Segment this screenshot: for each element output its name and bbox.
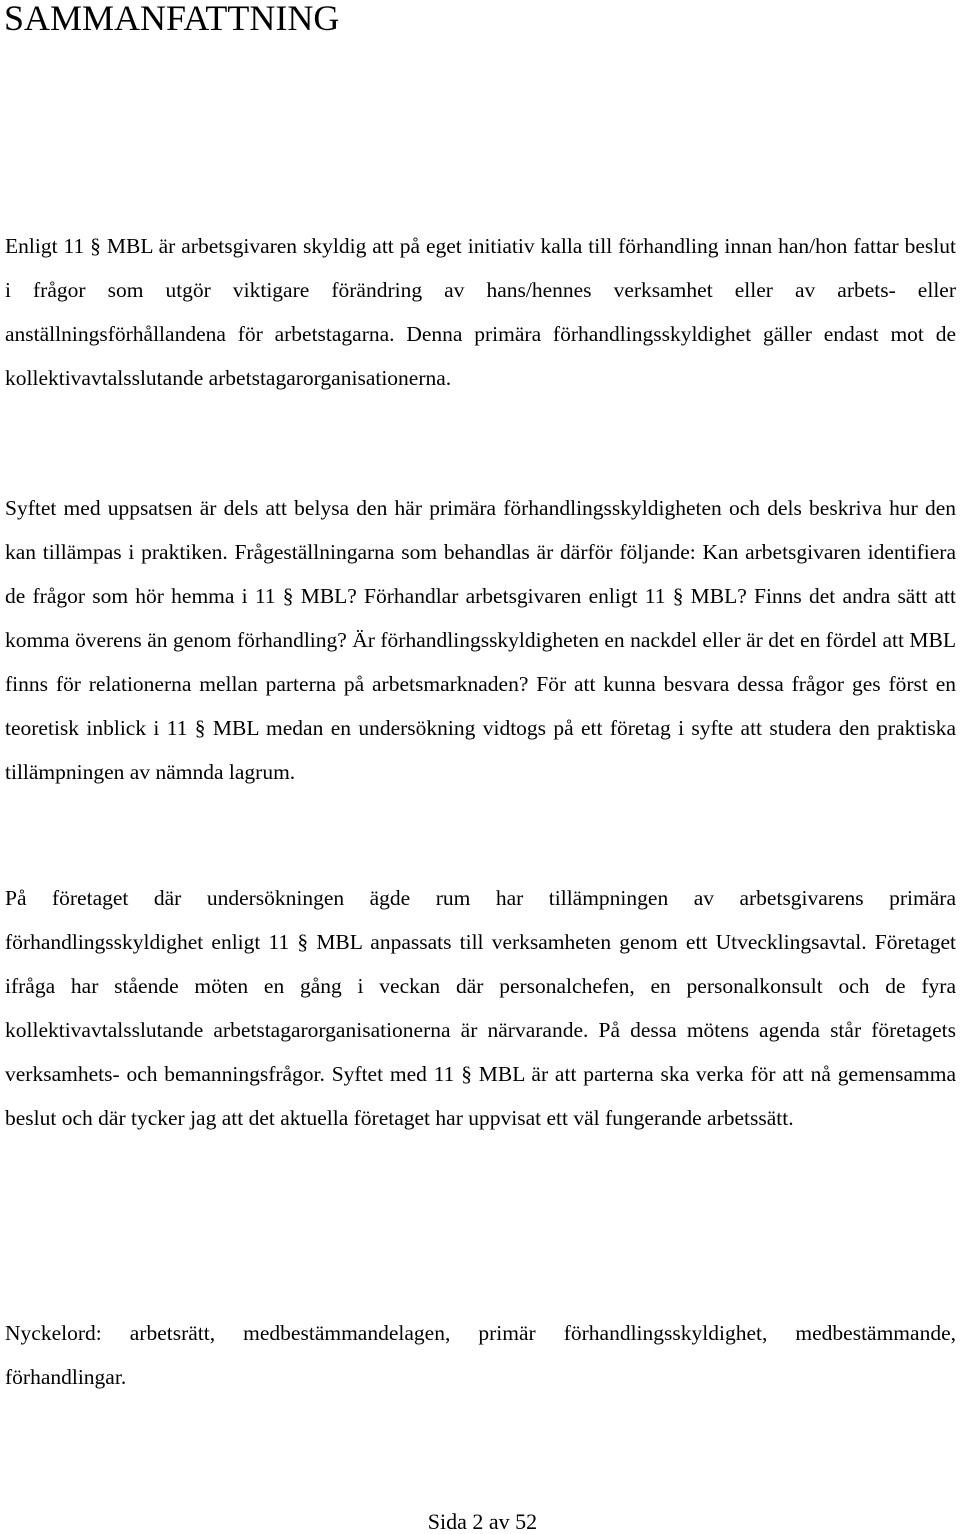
page-footer [0,1510,960,1534]
summary-paragraph-1: Enligt 11 § MBL är arbetsgivaren skyldig att på eget initiativ kalla till förhandling innan han/hon fattar beslut i frågor som utgör viktigare förändring av hans/hennes verksamhet eller av arbets- eller anställningsförhållandena för arbetstagarna. Denna primära förhandlingsskyldighet gäller endast mot de kollektivavtalsslutande arbetstagarorganisationerna. [5,234,956,390]
keywords-paragraph: Nyckelord: arbetsrätt, medbestämmandelagen, primär förhandlingsskyldighet, medbestämmande, förhandlingar. [5,1321,956,1389]
summary-paragraph-3: På företaget där undersökningen ägde rum har tillämpningen av arbetsgivarens primära förhandlingsskyldighet enligt 11 § MBL anpassats till verksamheten genom ett Utvecklingsavtal. Företaget ifråga har stående möten en gång i veckan där personalchefen, en personalkonsult och de fyra kollektivavtalsslutande arbetstagarorganisationerna är närvarande. På dessa mötens agenda står företagets verksamhets- och bemanningsfrågor. Syftet med 11 § MBL är att parterna ska verka för att nå gemensamma beslut och där tycker jag att det aktuella företaget har uppvisat ett väl fungerande arbetssätt. [5,886,956,1130]
summary-paragraph-2: Syftet med uppsatsen är dels att belysa den här primära förhandlingsskyldigheten och dels beskriva hur den kan tillämpas i praktiken. Frågeställningarna som behandlas är därför följande: Kan arbetsgivaren identifiera de frågor som hör hemma i 11 § MBL? Förhandlar arbetsgivaren enligt 11 § MBL? Finns det andra sätt att komma överens än genom förhandling? Är förhandlingsskyldigheten en nackdel eller är det en fördel att MBL finns för relationerna mellan parterna på arbetsmarknaden? För att kunna besvara dessa frågor ges först en teoretisk inblick i 11 § MBL medan en undersökning vidtogs på ett företag i syfte att studera den praktiska tillämpningen av nämnda lagrum. [5,496,956,784]
page-title: SAMMANFATTNING [4,0,340,38]
page-number: Sida 2 av 52 [427,1509,538,1534]
